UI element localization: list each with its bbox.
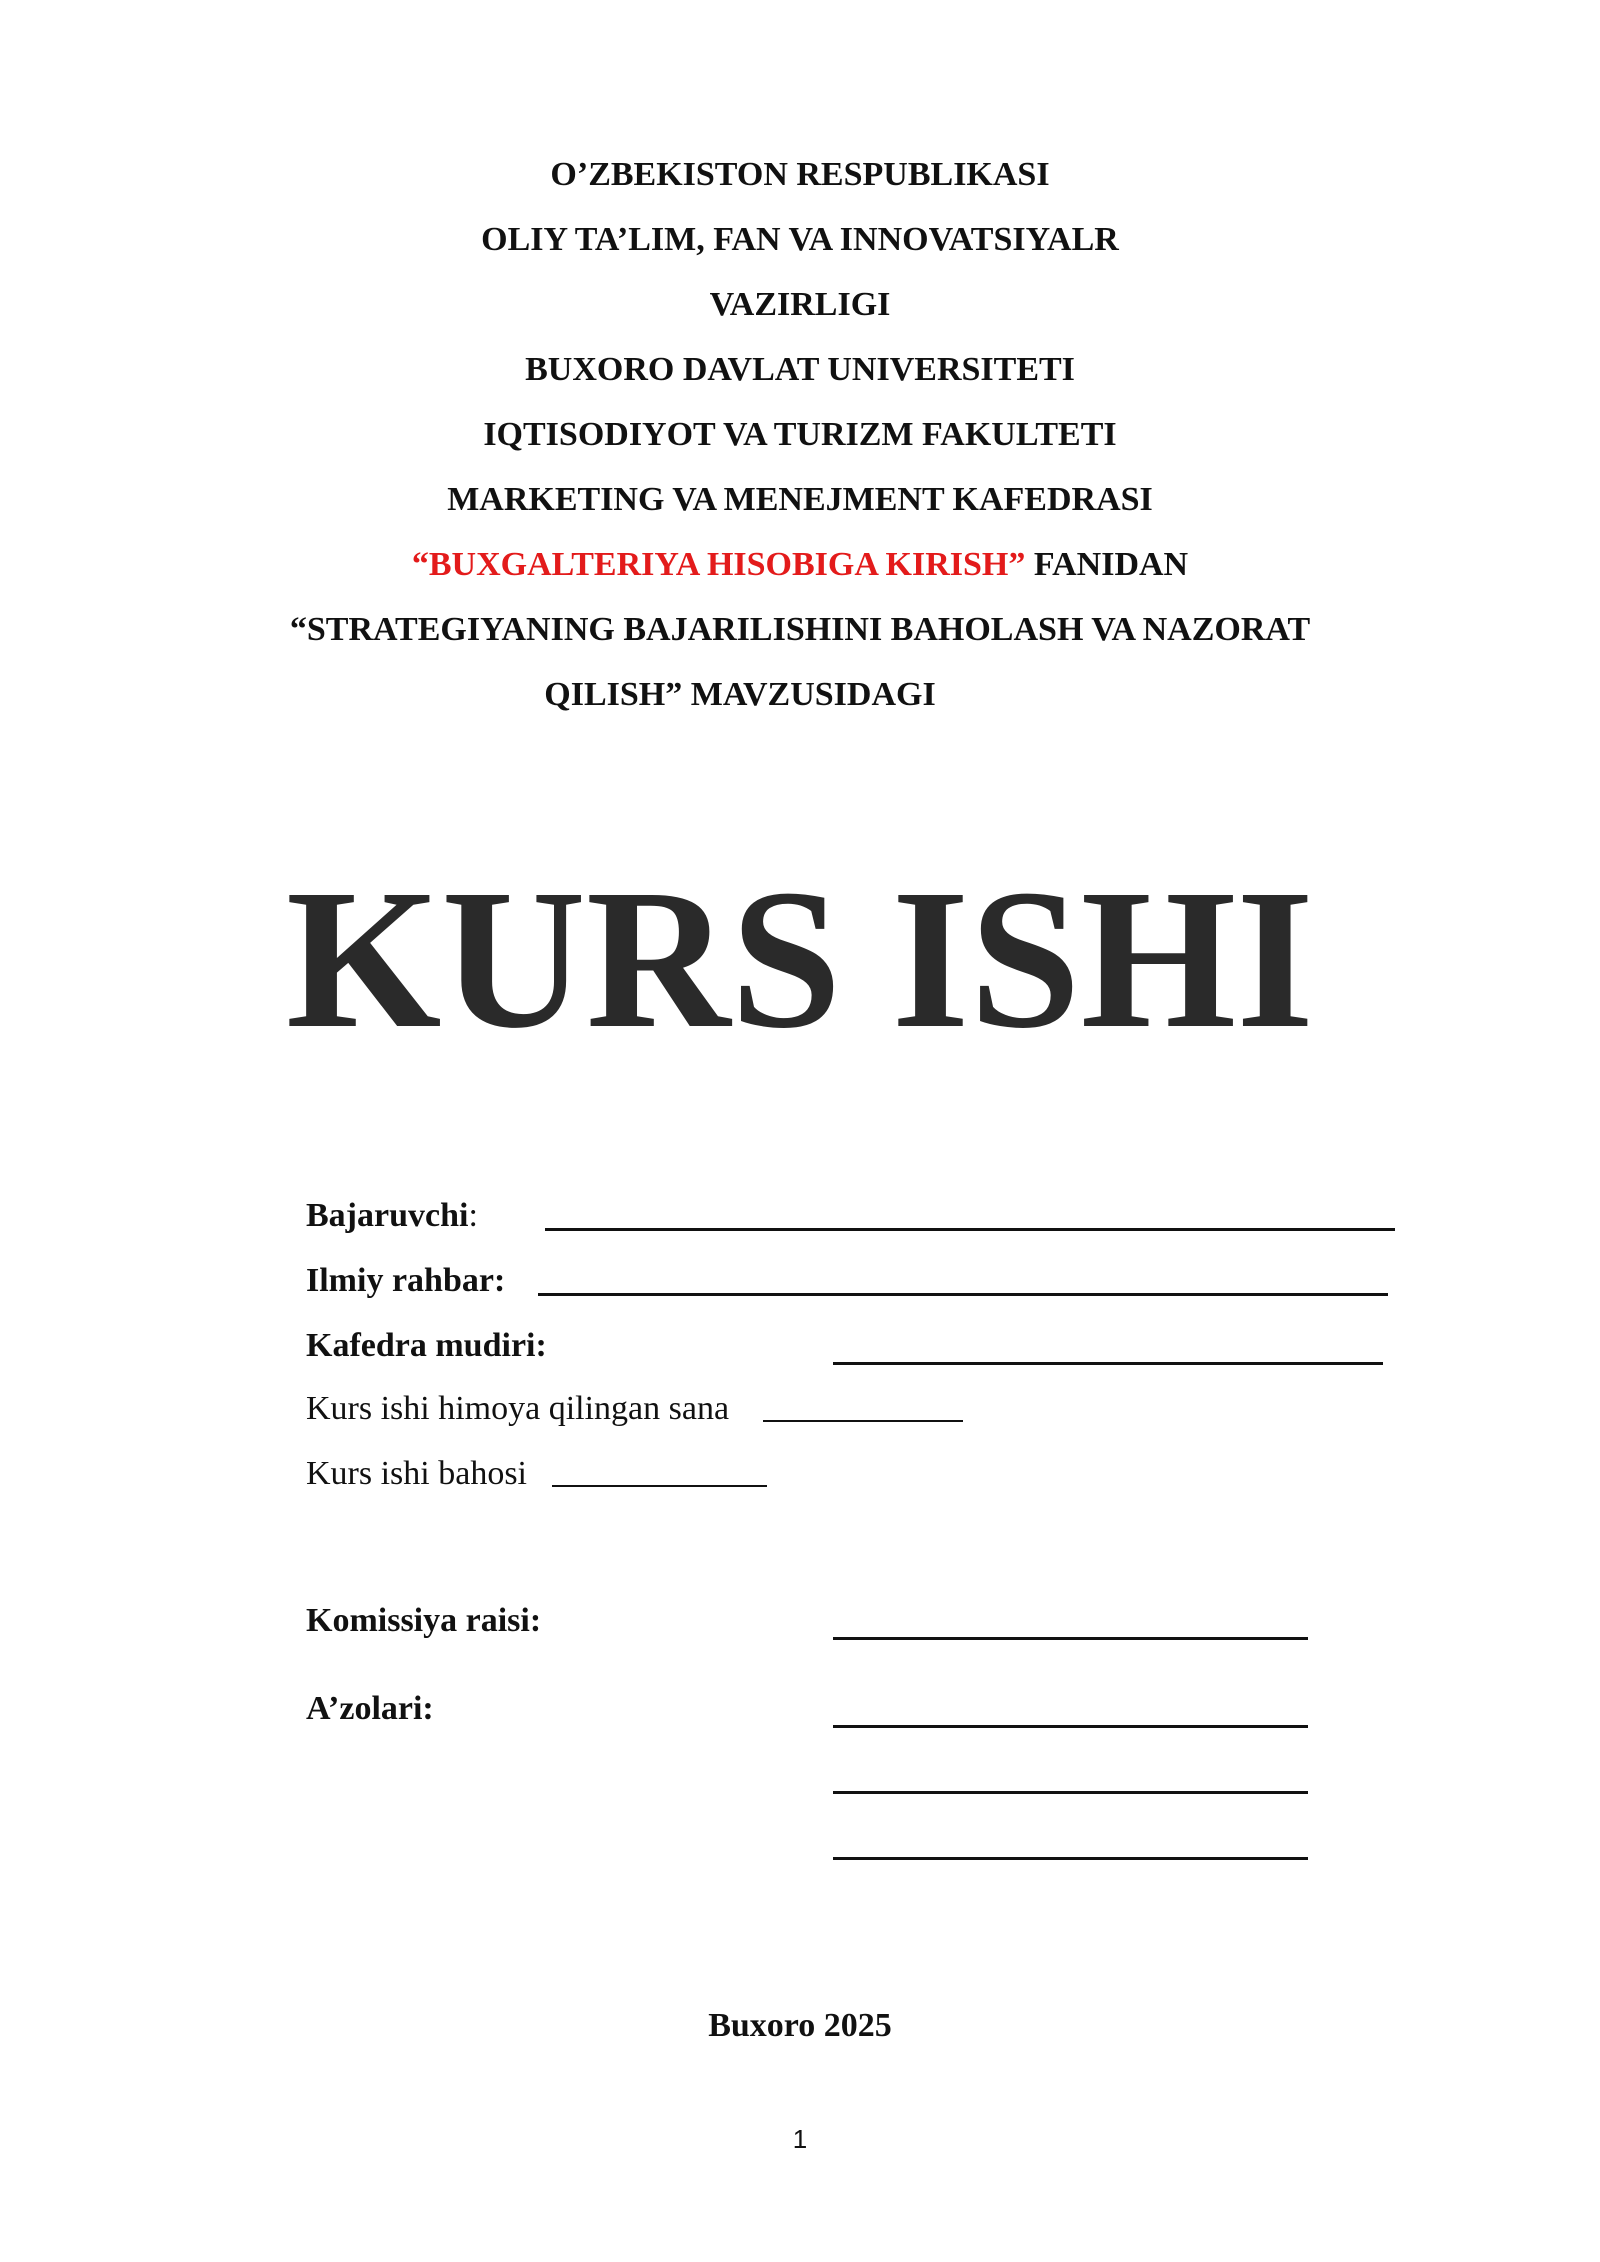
header-line-department: MARKETING VA MENEJMENT KAFEDRASI (447, 481, 1153, 518)
bajaruvchi-label (306, 1196, 478, 1236)
himoya-sana-line (763, 1420, 963, 1422)
bahosi-label: Kurs ishi bahosi (306, 1455, 527, 1492)
header-line-university: BUXORO DAVLAT UNIVERSITETI (525, 351, 1075, 388)
bajaruvchi-signature-line (545, 1228, 1395, 1231)
kafedra-mudiri-label: Kafedra mudiri: (306, 1327, 547, 1364)
komissiya-raisi-signature-line (833, 1637, 1308, 1640)
ilmiy-rahbar-label: Ilmiy rahbar: (306, 1262, 506, 1299)
document-title: KURS ISHI (285, 849, 1315, 1070)
azolari-label: A’zolari: (306, 1690, 434, 1727)
topic-line-1: “STRATEGIYANING BAJARILISHINI BAHOLASH VA NAZORAT (289, 611, 1311, 648)
ilmiy-rahbar-signature-line (538, 1293, 1388, 1296)
bahosi-line (552, 1485, 767, 1487)
header-line-ministry-cont: VAZIRLIGI (709, 286, 891, 323)
himoya-sana-label: Kurs ishi himoya qilingan sana (306, 1390, 730, 1427)
bajaruvchi-colon: : (468, 1197, 478, 1234)
subject-suffix: FANIDAN (1025, 546, 1189, 583)
header-line-ministry: OLIY TA’LIM, FAN VA INNOVATSIYALR (481, 221, 1119, 258)
komissiya-raisi-label: Komissiya raisi: (306, 1602, 542, 1639)
header-line-country: O’ZBEKISTON RESPUBLIKASI (550, 156, 1050, 193)
topic-line-2: QILISH” MAVZUSIDAGI (544, 676, 936, 713)
subject-line (0, 545, 1600, 585)
azolari-signature-line-2 (833, 1791, 1308, 1794)
header-line-faculty: IQTISODIYOT VA TURIZM FAKULTETI (483, 416, 1117, 453)
city-year: Buxoro 2025 (708, 2007, 892, 2044)
bajaruvchi-label-text: Bajaruvchi (306, 1197, 469, 1234)
page-number: 1 (792, 2124, 808, 2154)
kafedra-mudiri-signature-line (833, 1362, 1383, 1365)
subject-name: “BUXGALTERIYA HISOBIGA KIRISH” (411, 546, 1026, 583)
azolari-signature-line-3 (833, 1857, 1308, 1860)
azolari-signature-line-1 (833, 1725, 1308, 1728)
